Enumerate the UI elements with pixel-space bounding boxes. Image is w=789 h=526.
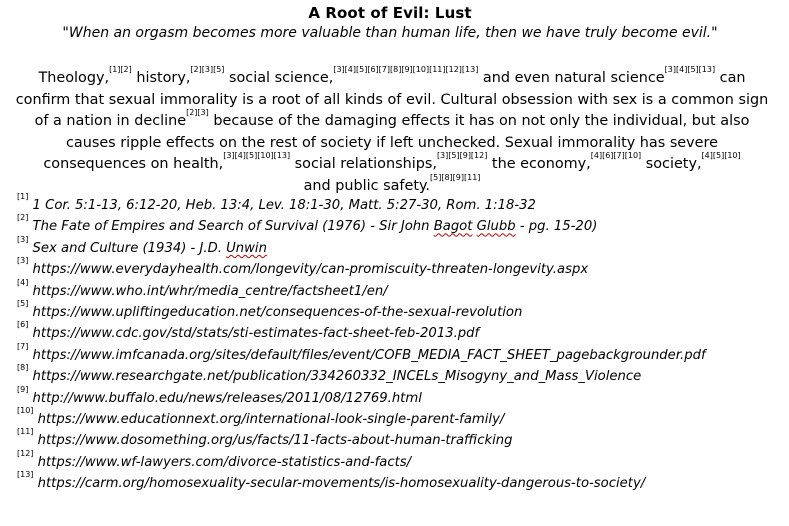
paragraph-text: and public safety. (303, 177, 430, 194)
reference-text: 1 Cor. 5:1-13, 6:12-20, Heb. 13:4, Lev. 18:1-30, Matt. 5:27-30, Rom. 1:18-32 (32, 198, 536, 213)
reference-number: [10] (17, 405, 34, 415)
reference-item (17, 341, 777, 366)
paragraph-text: the economy, (487, 156, 591, 172)
paragraph-text: social relationships, (290, 156, 437, 172)
paragraph-text: society, (641, 156, 702, 172)
reference-item (17, 213, 777, 237)
spellcheck-word[interactable]: Bagot (433, 219, 473, 235)
paragraph-text: Theology, (38, 70, 110, 86)
reference-number: [1] (17, 192, 29, 201)
reference-number: [5] (17, 298, 29, 308)
reference-link[interactable]: http://www.buffalo.edu/news/releases/2011/08/12769.html (32, 390, 422, 406)
reference-number: [6] (17, 320, 29, 330)
reference-item (17, 448, 777, 473)
paragraph-text: can confirm that sexual immorality is a root of all kinds of evil. Cultural obsession with sex is a common sign of a nation in decline (15, 70, 769, 129)
paragraph-text: social science, (224, 70, 334, 86)
page-title: A Root of Evil: Lust (308, 4, 472, 22)
citation[interactable]: [5][8][9][11] (430, 172, 481, 182)
reference-number: [3] (17, 234, 29, 244)
reference-item (17, 405, 777, 430)
reference-item (17, 427, 777, 451)
paragraph-text: and even natural science (478, 70, 665, 86)
reference-link[interactable]: https://www.everydayhealth.com/longevity/can-promiscuity-threaten-longevity.aspx (32, 262, 589, 278)
reference-link[interactable]: https://www.cdc.gov/std/stats/sti-estimates-fact-sheet-feb-2013.pdf (32, 326, 480, 342)
citation[interactable]: [4][5][10] (701, 151, 741, 160)
reference-link[interactable]: https://www.upliftingeducation.net/consequences-of-the-sexual-revolution (32, 304, 523, 320)
reference-item (17, 192, 777, 216)
reference-link[interactable]: https://www.who.int/whr/media_centre/factsheet1/en/ (32, 283, 388, 299)
reference-link[interactable]: https://www.dosomething.org/us/facts/11-facts-about-human-trafficking (37, 433, 513, 449)
reference-number: [8] (17, 363, 29, 373)
reference-item (17, 470, 777, 494)
reference-number: [2] (17, 213, 29, 223)
reference-link[interactable]: https://www.researchgate.net/publication/334260332_INCELs_Misogyny_and_Mass_Violence (32, 369, 642, 385)
reference-text-part: Sex and Culture (1934) - J.D. (32, 240, 227, 256)
reference-item (17, 298, 777, 323)
reference-link[interactable]: https://www.educationnext.org/international-look-single-parent-family/ (37, 411, 505, 427)
reference-item (17, 277, 777, 302)
reference-number: [4] (17, 277, 29, 287)
citation[interactable]: [3][4][5][10][13] (223, 151, 291, 160)
reference-item (17, 256, 777, 280)
reference-number: [3] (17, 256, 29, 266)
reference-number: [7] (17, 341, 29, 351)
citation[interactable]: [1][2] (109, 65, 132, 74)
citation[interactable]: [3][4][5][13] (664, 65, 716, 74)
reference-item (17, 384, 777, 409)
reference-text (33, 241, 267, 256)
citation[interactable]: [3][4][5][6][7][8][9][10][11][12][13] (333, 65, 479, 74)
reference-text-part: - pg. 15-20) (515, 219, 598, 235)
body-paragraph (14, 65, 770, 197)
spellcheck-word[interactable]: Glubb (476, 219, 516, 235)
reference-text-part: The Fate of Empires and Search of Survival (1976) - Sir John (32, 219, 434, 235)
reference-number: [13] (17, 470, 34, 480)
reference-text (33, 219, 598, 234)
spellcheck-word[interactable]: Unwin (226, 240, 267, 256)
citation[interactable]: [4][6][7][10] (590, 151, 642, 160)
reference-link[interactable]: https://carm.org/homosexuality-secular-movements/is-homosexuality-dangerous-to-society/ (37, 476, 646, 492)
paragraph-text: history, (131, 70, 191, 86)
citation[interactable]: [2][3][5] (190, 65, 225, 74)
reference-list (17, 192, 777, 494)
reference-number: [12] (17, 448, 34, 458)
epigraph-quote: "When an orgasm becomes more valuable than human life, then we have truly become evil." (62, 25, 718, 41)
reference-link[interactable]: https://www.wf-lawyers.com/divorce-statistics-and-facts/ (37, 454, 412, 470)
reference-item (17, 234, 777, 259)
reference-link[interactable]: https://www.imfcanada.org/sites/default/files/event/COFB_MEDIA_FACT_SHEET_pagebackgrounder.pdf (32, 347, 706, 363)
reference-number: [9] (17, 384, 29, 394)
reference-item (17, 320, 777, 344)
citation[interactable]: [3][5][9][12] (436, 151, 488, 160)
reference-number: [11] (17, 427, 34, 437)
reference-item (17, 363, 777, 387)
citation[interactable]: [2][3] (186, 108, 209, 117)
paragraph-text: because of the damaging effects it has on not only the individual, but also causes ripple effects on the rest of society if left unchecked. Sexual immorality has severe consequences on health, (43, 113, 750, 172)
